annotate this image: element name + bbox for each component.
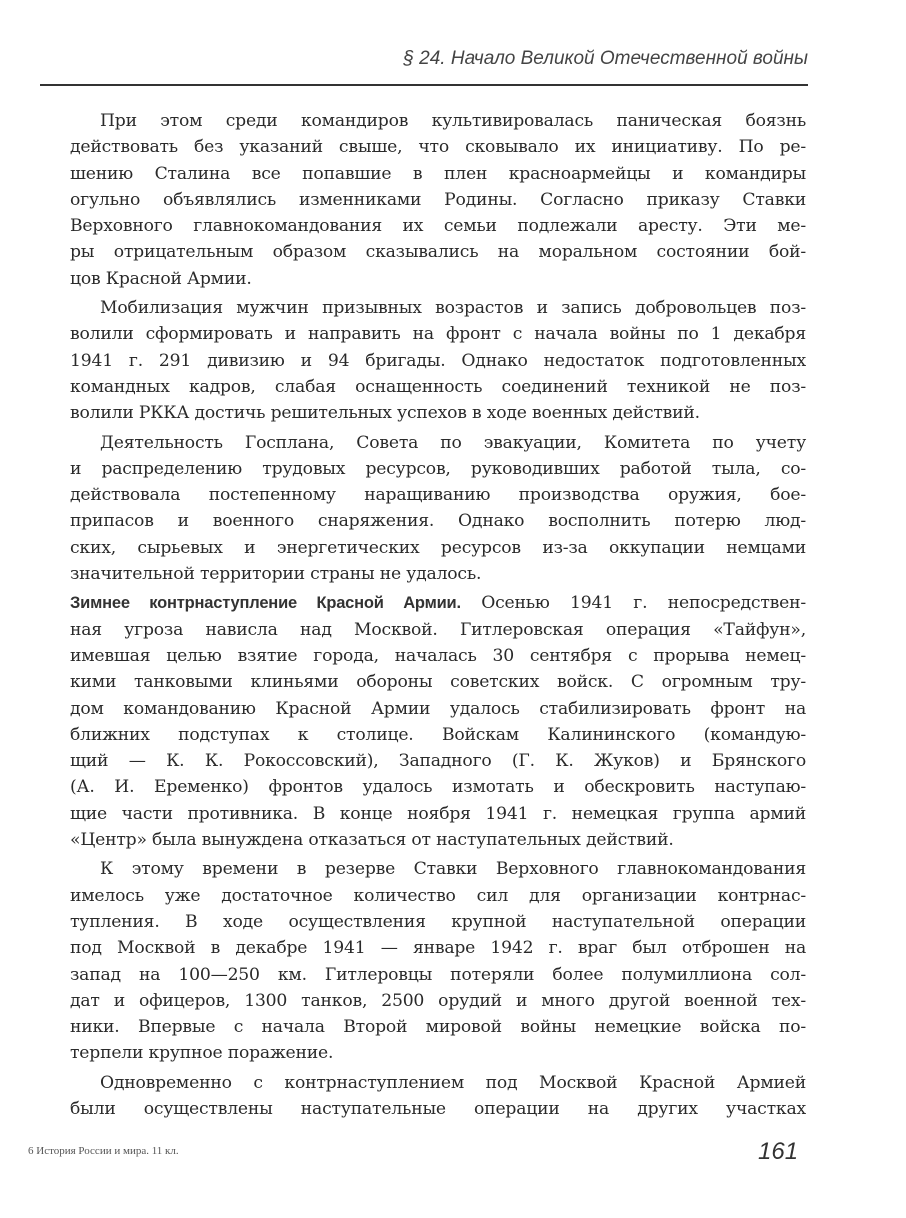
text-line: кими танковыми клиньями обороны советских войск. С огромным тру- <box>70 672 806 693</box>
text-line: под Москвой в декабре 1941 — январе 1942 г. враг был отброшен на <box>70 938 806 959</box>
section-title: § 24. Начало Великой Отечественной войны <box>403 48 808 69</box>
text-line: волили РККА достичь решительных успехов в ходе военных действий. <box>70 403 700 424</box>
text-line: ских, сырьевых и энергетических ресурсов из-за оккупации немцами <box>70 537 806 558</box>
text-line: имелось уже достаточное количество сил для организации контрнас- <box>70 885 806 906</box>
paragraph <box>70 1070 806 1123</box>
subheading: Зимнее контрнаступление Красной Армии. <box>70 594 461 613</box>
text-line: При этом среди командиров культивировалась паническая боязнь <box>100 111 806 131</box>
text-line: командных кадров, слабая оснащенность соединений техникой не поз- <box>70 376 806 397</box>
text-line: действовать без указаний свыше, что сковывало их инициативу. По ре- <box>70 137 806 158</box>
text-line: терпели крупное поражение. <box>70 1043 334 1064</box>
paragraph <box>70 856 806 1066</box>
text-line: волили сформировать и направить на фронт с начала войны по 1 декабря <box>70 324 806 345</box>
text-line: дом командованию Красной Армии удалось стабилизировать фронт на <box>70 698 806 719</box>
paragraph <box>70 295 806 426</box>
text-line: дат и офицеров, 1300 танков, 2500 орудий и много другой военной тех- <box>70 990 806 1011</box>
body-text <box>70 108 806 1125</box>
text-line: были осуществлены наступательные операции на других участках <box>70 1098 806 1119</box>
text-line: ная угроза нависла над Москвой. Гитлеровская операция «Тайфун», <box>70 619 806 640</box>
text-line: ры отрицательным образом сказывались на моральном состоянии бой- <box>70 242 806 263</box>
page-number: 161 <box>758 1138 799 1165</box>
text-line: цов Красной Армии. <box>70 268 252 289</box>
paragraph <box>70 590 806 853</box>
running-header <box>40 46 808 86</box>
text-line: и распределению трудовых ресурсов, руководивших работой тыла, со- <box>70 458 806 479</box>
text-segment: Осенью 1941 г. непосредствен- <box>460 593 806 614</box>
text-line: имевшая целью взятие города, началась 30 сентября с прорыва немец- <box>70 645 806 666</box>
text-line: ники. Впервые с начала Второй мировой войны немецкие войска по- <box>70 1017 806 1038</box>
text-line: припасов и военного снаряжения. Однако восполнить потерю люд- <box>70 511 806 532</box>
text-line: 1941 г. 291 дивизию и 94 бригады. Однако недостаток подготовленных <box>70 350 806 371</box>
paragraph <box>70 430 806 588</box>
text-line <box>70 590 806 616</box>
text-line: Одновременно с контрнаступлением под Москвой Красной Армией <box>100 1072 806 1093</box>
text-line: Верховного главнокомандования их семьи подлежали аресту. Эти ме- <box>70 216 806 237</box>
paragraph <box>70 108 806 292</box>
text-line: щие части противника. В конце ноября 1941 г. немецкая группа армий <box>70 803 806 824</box>
text-line: «Центр» была вынуждена отказаться от наступательных действий. <box>70 830 674 851</box>
text-line: щий — К. К. Рокоссовский), Западного (Г. К. Жуков) и Брянского <box>70 751 806 772</box>
text-line: ближних подступах к столице. Войскам Калининского (командую- <box>70 724 806 745</box>
text-line: К этому времени в резерве Ставки Верховного главнокомандования <box>100 859 806 880</box>
text-line: тупления. В ходе осуществления крупной наступательной операции <box>70 911 806 932</box>
text-line: запад на 100—250 км. Гитлеровцы потеряли более полумиллиона сол- <box>70 964 806 985</box>
text-line: Деятельность Госплана, Совета по эвакуации, Комитета по учету <box>100 432 806 453</box>
text-line: шению Сталина все попавшие в плен красноармейцы и командиры <box>70 163 806 184</box>
text-line: Мобилизация мужчин призывных возрастов и запись добровольцев поз- <box>100 298 806 319</box>
text-line: действовала постепенному наращиванию производства оружия, бое- <box>70 485 806 506</box>
text-line: значительной территории страны не удалось. <box>70 564 482 585</box>
footer-signature: 6 История России и мира. 11 кл. <box>28 1145 179 1157</box>
text-line: (А. И. Еременко) фронтов удалось измотать и обескровить наступаю- <box>70 777 806 798</box>
text-line: огульно объявлялись изменниками Родины. Согласно приказу Ставки <box>70 189 806 210</box>
